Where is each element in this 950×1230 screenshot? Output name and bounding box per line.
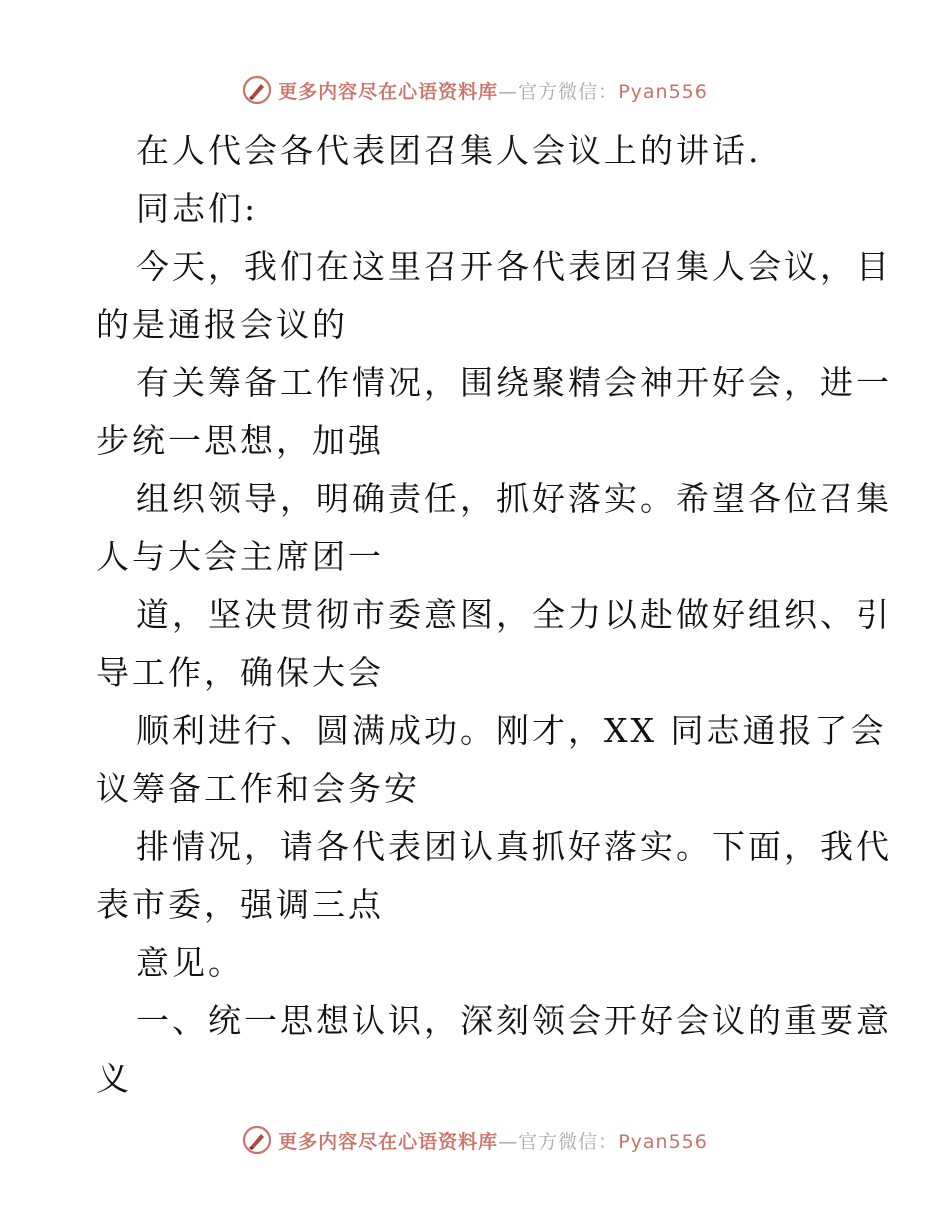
header-banner-wechat-id: Pyan556 <box>618 80 708 103</box>
paragraph-line: 意见。 <box>136 943 244 982</box>
paragraph-line: 组织领导，明确责任，抓好落实。希望各位召集 <box>136 479 892 518</box>
section-heading-continued: 义 <box>96 1059 132 1098</box>
paragraph-line: 排情况，请各代表团认真抓好落实。下面，我代 <box>136 827 892 866</box>
section-heading: 一、统一思想认识，深刻领会开好会议的重要意 <box>136 1001 892 1040</box>
paragraph-line: 表市委，强调三点 <box>96 885 384 924</box>
pen-nib-logo-icon <box>242 1125 272 1155</box>
footer-banner-wechat-id: Pyan556 <box>618 1130 708 1153</box>
footer-banner-wechat-label: —官方微信： <box>498 1130 619 1153</box>
paragraph-line: 的是通报会议的 <box>96 305 348 344</box>
footer-banner-title: 更多内容尽在心语资料库 <box>278 1130 499 1153</box>
header-banner <box>0 70 950 110</box>
header-banner-wechat-label: —官方微信： <box>498 80 619 103</box>
document-body <box>96 122 892 1108</box>
paragraph-line: 步统一思想，加强 <box>96 421 384 460</box>
paragraph-line: 今天，我们在这里召开各代表团召集人会议，目 <box>136 247 892 286</box>
paragraph-line: 导工作，确保大会 <box>96 653 384 692</box>
salutation: 同志们: <box>136 189 259 228</box>
header-banner-title: 更多内容尽在心语资料库 <box>278 80 499 103</box>
paragraph-line: 顺利进行、圆满成功。刚才，XX 同志通报了会 <box>136 711 887 750</box>
paragraph-line: 道，坚决贯彻市委意图，全力以赴做好组织、引 <box>136 595 892 634</box>
paragraph-line: 有关筹备工作情况，围绕聚精会神开好会，进一 <box>136 363 892 402</box>
paragraph-line: 人与大会主席团一 <box>96 537 384 576</box>
paragraph-line: 议筹备工作和会务安 <box>96 769 420 808</box>
pen-nib-logo-icon <box>242 75 272 105</box>
footer-banner <box>0 1120 950 1160</box>
document-title: 在人代会各代表团召集人会议上的讲话. <box>136 131 762 170</box>
